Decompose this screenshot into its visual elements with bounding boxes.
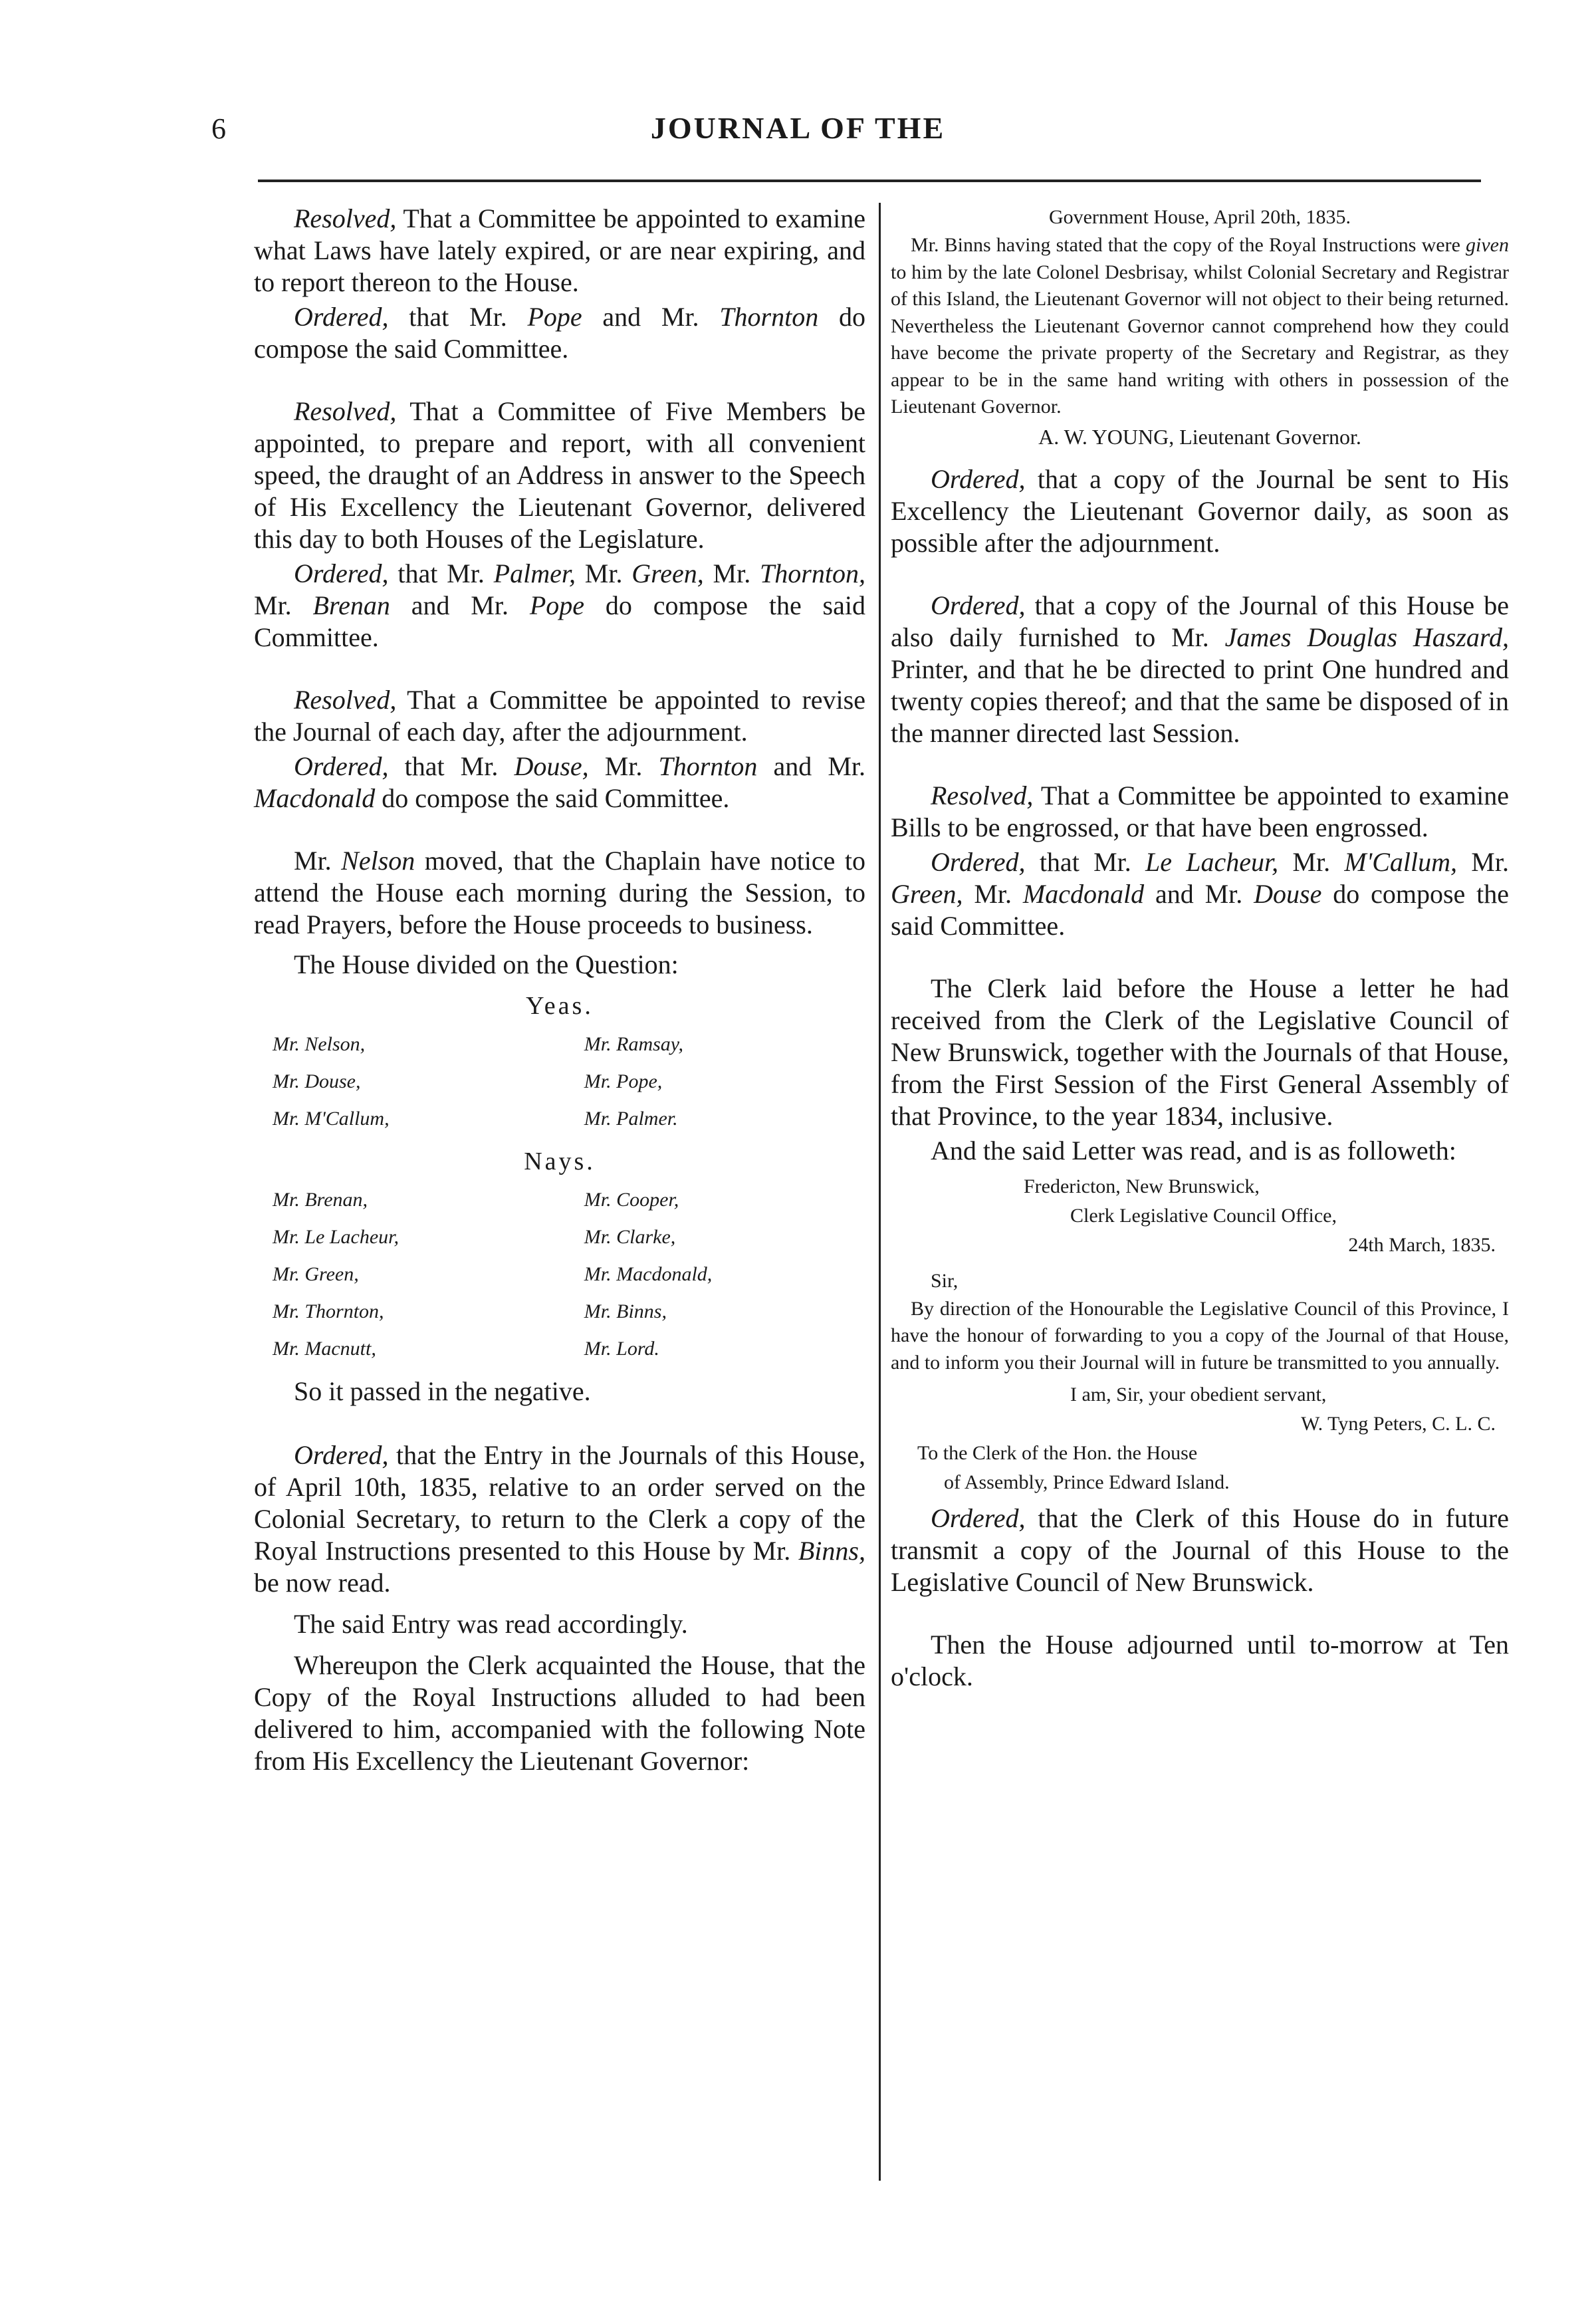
text-run: Then the House adjourned until to-morrow at Ten o'clock.: [891, 1630, 1509, 1691]
italic-run: Douse: [1254, 878, 1322, 909]
paragraph: [254, 1649, 865, 1777]
nays-heading: Nays.: [524, 1148, 596, 1175]
paragraph: [254, 751, 865, 814]
paragraph: [891, 1503, 1509, 1598]
text-run: That a Committee of Five Members be appointed, to prepare and report, with all convenient speed, the draught of an Address in answer to the Speech of His Excellency the Lieutenant Governor, delivered this day to both Houses of the Legislature.: [254, 396, 865, 554]
text-run: Mr.: [703, 558, 760, 588]
text-run: Mr.: [294, 846, 342, 876]
paragraph: [254, 845, 865, 941]
text-run: that Mr.: [1025, 846, 1146, 877]
text-run: Mr.: [1278, 846, 1345, 877]
italic-run: Ordered,: [931, 463, 1026, 494]
paragraph: [254, 203, 865, 299]
column-divider: [879, 203, 881, 2181]
italic-run: Macdonald: [254, 783, 376, 813]
member-name: Mr. Palmer.: [584, 1108, 678, 1130]
running-title: JOURNAL OF THE: [650, 111, 946, 145]
italic-run: Ordered,: [294, 558, 389, 588]
text-run: that the Clerk of this House do in future transmit a copy of the Journal of this House to the Legislative Council of New Brunswick.: [891, 1503, 1509, 1597]
italic-run: Ordered,: [294, 1440, 389, 1470]
yeas-table: [254, 1026, 865, 1138]
italic-run: M'Callum,: [1344, 846, 1458, 877]
paragraph: [254, 558, 865, 654]
member-name: Mr. Binns,: [584, 1300, 667, 1322]
text-run: that Mr.: [388, 558, 494, 588]
letter-address: of Assembly, Prince Edward Island.: [944, 1471, 1230, 1493]
italic-run: Resolved,: [294, 685, 397, 715]
right-column: [891, 203, 1509, 1693]
left-column: [254, 203, 865, 1777]
text-run: do compose the said Committee.: [254, 590, 865, 652]
text-run: do compose the said Committee.: [891, 878, 1509, 941]
letter-address: To the Clerk of the Hon. the House: [917, 1442, 1198, 1464]
text-run: Mr.: [963, 878, 1023, 909]
italic-run: Resolved,: [294, 203, 397, 233]
text-run: and Mr.: [1144, 878, 1254, 909]
member-name: Mr. Douse,: [273, 1070, 361, 1092]
text-run: that Mr.: [388, 302, 528, 332]
text-run: that the Entry in the Journals of this House, of April 10th, 1835, relative to an order served on the Colonial Secretary, to return to the Clerk a copy of the Royal Instructions presented to this House by Mr.: [254, 1440, 865, 1566]
letter-closing: I am, Sir, your obedient servant,: [1070, 1384, 1327, 1405]
italic-run: Pope: [529, 590, 585, 620]
paragraph: [254, 301, 865, 365]
text-run: and Mr.: [757, 751, 865, 781]
paragraph: [254, 1608, 865, 1640]
yeas-heading: Yeas.: [526, 992, 594, 1020]
letter-signature: W. Tyng Peters, C. L. C.: [1301, 1413, 1496, 1435]
text-run: be now read.: [254, 1568, 391, 1598]
paragraph: [254, 396, 865, 555]
member-name: Mr. Le Lacheur,: [273, 1226, 399, 1248]
paragraph: [891, 1135, 1509, 1167]
letter-date: 24th March, 1835.: [1348, 1233, 1496, 1256]
member-name: Mr. Ramsay,: [584, 1033, 683, 1055]
text-run: Mr.: [588, 751, 659, 781]
italic-run: Ordered,: [931, 1503, 1026, 1533]
italic-run: Thornton,: [760, 558, 865, 588]
text-run: moved, that the Chaplain have notice to attend the House each morning during the Session, to read Prayers, before the House proceeds to business.: [254, 846, 866, 939]
italic-run: Le Lacheur,: [1145, 846, 1279, 877]
paragraph: [891, 1629, 1509, 1693]
italic-run: Brenan: [312, 590, 390, 620]
text-run: to him by the late Colonel Desbrisay, whilst Colonial Secretary and Registrar of this Island, the Lieutenant Governor will not object to their being returned. Nevertheless the Lieutenant Governor cannot comprehend how they could have become the private property of the Secretary and Registrar, as they appear to be in the same hand writing with others in possession of the Lieutenant Governor.: [891, 261, 1509, 418]
member-name: Mr. Brenan,: [273, 1189, 368, 1211]
text-run: Mr. Binns having stated that the copy of the Royal Instructions were: [911, 234, 1466, 256]
note-signature: A. W. YOUNG, Lieutenant Governor.: [1038, 424, 1361, 449]
letter-body: [891, 1296, 1509, 1377]
italic-run: Douse,: [514, 751, 589, 781]
text-run: do compose the said Committee.: [254, 302, 865, 364]
member-name: Mr. Green,: [273, 1263, 359, 1285]
italic-run: Ordered,: [931, 590, 1026, 620]
italic-run: James Douglas Haszard,: [1224, 622, 1509, 652]
text-run: Mr.: [1457, 846, 1509, 877]
text-run: Mr.: [575, 558, 632, 588]
paragraph: [891, 780, 1509, 844]
italic-run: Palmer,: [493, 558, 576, 588]
text-run: By direction of the Honourable the Legislative Council of this Province, I have the honour of forwarding to you a copy of the Journal of that House, and to inform you their Journal will in future be transmitted to you annually.: [891, 1297, 1509, 1374]
italic-run: Resolved,: [294, 396, 397, 426]
text-run: and Mr.: [582, 302, 720, 332]
member-name: Mr. Thornton,: [273, 1300, 384, 1322]
italic-run: Binns,: [798, 1536, 865, 1566]
note-place-date: Government House, April 20th, 1835.: [1048, 206, 1351, 228]
italic-run: Thornton: [658, 751, 758, 781]
text-run: and Mr.: [390, 590, 530, 620]
paragraph: [891, 463, 1509, 559]
paragraph: [254, 1439, 865, 1599]
member-name: Mr. Nelson,: [273, 1033, 366, 1055]
italic-run: Ordered,: [294, 751, 389, 781]
header-rule: [258, 180, 1481, 182]
text-run: do compose the said Committee.: [375, 783, 730, 813]
text-run: And the said Letter was read, and is as followeth:: [931, 1135, 1456, 1165]
text-run: that a copy of the Journal of this House be also daily furnished to Mr.: [891, 590, 1509, 652]
text-run: that Mr.: [388, 751, 514, 781]
paragraph: [254, 684, 865, 748]
paragraph: [891, 973, 1509, 1132]
paragraph: [891, 590, 1509, 749]
text-run: That a Committee be appointed to examine Bills to be engrossed, or that have been engrossed.: [891, 780, 1509, 842]
member-name: Mr. Lord.: [584, 1338, 659, 1360]
note-body: [891, 232, 1509, 421]
text-run: that a copy of the Journal be sent to His Excellency the Lieutenant Governor daily, as soon as possible after the adjournment.: [891, 463, 1509, 558]
italic-run: given: [1466, 234, 1509, 256]
member-name: Mr. Pope,: [584, 1070, 663, 1092]
italic-run: Ordered,: [931, 846, 1026, 877]
letter-salutation: Sir,: [931, 1269, 959, 1292]
italic-run: Pope: [527, 302, 582, 332]
member-name: Mr. M'Callum,: [273, 1108, 390, 1130]
paragraph: [891, 846, 1509, 942]
italic-run: Green,: [631, 558, 704, 588]
text-run: That a Committee be appointed to examine what Laws have lately expired, or are near expiring, and to report thereon to the House.: [254, 203, 865, 297]
italic-run: Ordered,: [294, 302, 389, 332]
italic-run: Thornton: [719, 302, 819, 332]
text-run: Mr.: [254, 590, 313, 620]
italic-run: Nelson: [341, 846, 415, 876]
division-line: The House divided on the Question:: [294, 949, 679, 979]
vote-result: So it passed in the negative.: [294, 1376, 591, 1406]
italic-run: Macdonald: [1022, 878, 1145, 909]
page-number: 6: [211, 112, 226, 145]
letter-place: Fredericton, New Brunswick,: [1024, 1175, 1260, 1197]
italic-run: Green,: [891, 878, 963, 909]
letter-office: Clerk Legislative Council Office,: [1070, 1204, 1337, 1227]
text-run: Printer, and that he be directed to print One hundred and twenty copies thereof; and that the same be disposed of in the manner directed last Session.: [891, 654, 1509, 748]
text-run: That a Committee be appointed to revise the Journal of each day, after the adjournment.: [254, 685, 865, 747]
member-name: Mr. Macdonald,: [584, 1263, 713, 1285]
member-name: Mr. Macnutt,: [273, 1338, 376, 1360]
text-run: The Clerk laid before the House a letter he had received from the Clerk of the Legislative Council of New Brunswick, together with the Journals of that House, from the First Session of the First General Assembly of that Province, to the year 1834, inclusive.: [891, 973, 1509, 1131]
text-run: The said Entry was read accordingly.: [294, 1609, 688, 1639]
member-name: Mr. Clarke,: [584, 1226, 676, 1248]
italic-run: Resolved,: [931, 780, 1034, 810]
member-name: Mr. Cooper,: [584, 1189, 679, 1211]
nays-table: [254, 1181, 865, 1368]
text-run: Whereupon the Clerk acquainted the House, that the Copy of the Royal Instructions alluded to had been delivered to him, accompanied with the following Note from His Excellency the Lieutenant Governor:: [254, 1650, 865, 1776]
